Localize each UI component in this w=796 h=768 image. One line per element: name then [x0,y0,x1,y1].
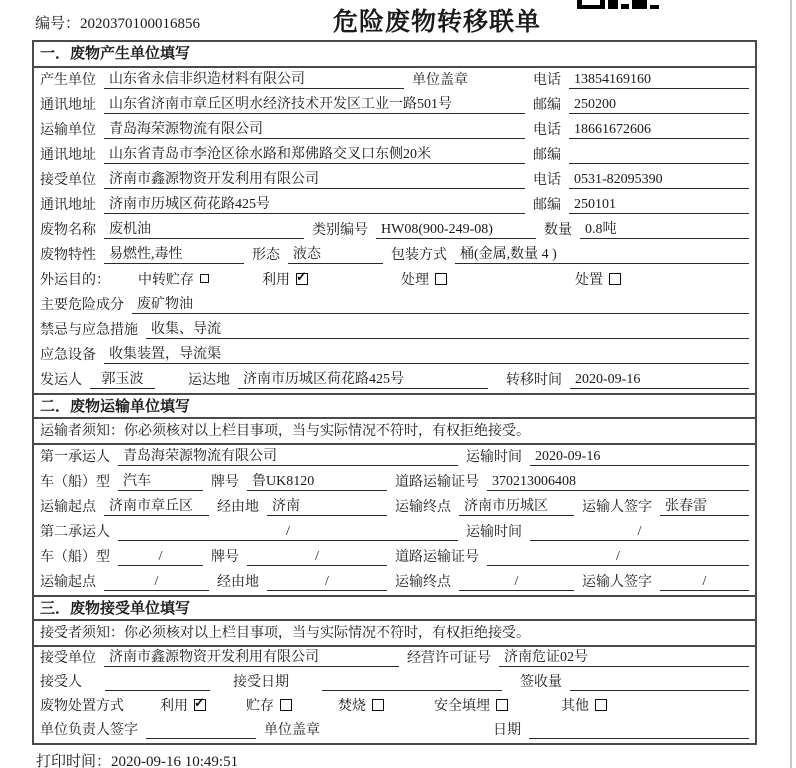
row-producer-address [34,93,755,118]
transporter-zip-label: 邮编 [533,148,561,163]
producer-address-value: 山东省济南市章丘区明水经济技术开发区工业一路501号 [104,93,525,114]
first-route-via-value: 济南 [267,495,387,516]
disposal-option-label: 焚烧 [338,699,366,714]
qr-block [650,5,659,9]
purpose-checkbox-transfer-storage[interactable] [200,274,209,283]
waste-category-value: HW08(900-249-08) [376,222,536,239]
second-carrier-sign-label: 运输人签字 [582,575,652,590]
waste-name-value: 废机油 [104,218,304,239]
receiver-zip-label: 邮编 [533,198,561,213]
disposal-checkbox-storage[interactable] [280,699,292,711]
transporter-phone-value: 18661672606 [569,122,749,139]
transport-purpose-label: 外运目的： [40,273,110,288]
row-first-route [34,495,755,520]
row-transporter [34,118,755,143]
first-route-end-label: 运输终点 [395,500,451,515]
waste-name-label: 废物名称 [40,223,96,238]
signed-quantity-value [570,674,749,691]
waste-quantity-label: 数量 [544,223,572,238]
transporter-phone-label: 电话 [533,123,561,138]
second-transport-time-label: 运输时间 [466,525,522,540]
producer-label: 产生单位 [40,73,96,88]
purpose-option-label: 处置 [575,273,603,288]
waste-properties-label: 废物特性 [40,248,96,263]
first-plate-value: 鲁UK8120 [247,470,387,491]
doc-number [35,12,200,33]
section2-header: 二．废物运输单位填写 [34,393,755,419]
transporter-address-value: 山东省青岛市李沧区徐水路和郑佛路交叉口东侧20米 [104,143,525,164]
receiving-unit-label: 接受单位 [40,651,96,666]
row-producer [34,68,755,93]
receiver-phone-label: 电话 [533,173,561,188]
hazard-components-value: 废矿物油 [132,293,749,314]
second-plate-label: 牌号 [211,550,239,565]
producer-stamp-label: 单位盖章 [412,73,468,88]
responsible-sign-value [146,722,256,739]
producer-value: 山东省永信非织造材料有限公司 [104,68,404,89]
transporter-notice: 运输者须知：你必须核对以上栏目事项，当与实际情况不符时，有权拒绝接受。 [34,419,755,445]
purpose-option-dispose [575,269,621,289]
row-second-carrier [34,520,755,545]
row-receiving-unit [34,647,755,671]
accept-date-label: 接受日期 [233,675,289,690]
row-second-vehicle [34,545,755,570]
page-edge-line [790,0,792,768]
accept-date-value [322,674,502,691]
disposal-checkbox-landfill[interactable] [496,699,508,711]
disposal-checkbox-incinerate[interactable] [372,699,384,711]
transporter-value: 青岛海荣源物流有限公司 [104,118,525,139]
qr-block [632,0,647,9]
producer-phone-label: 电话 [533,73,561,88]
disposal-option-label: 利用 [160,699,188,714]
purpose-option-utilize [262,269,308,289]
packaging-value: 桶(金属,数量 4 ) [455,243,749,264]
license-value: 济南危证02号 [499,646,749,667]
second-vehicle-type-label: 车（船）型 [40,550,110,565]
section3-header: 三．废物接受单位填写 [34,595,755,621]
print-time-label: 打印时间： [36,754,112,768]
first-carrier-sign-value: 张春雷 [660,495,749,516]
signoff-date-label: 日期 [493,723,521,738]
purpose-checkbox-treat[interactable] [435,273,447,285]
row-disposal-method [34,695,755,719]
transporter-address-label: 通讯地址 [40,148,96,163]
second-route-end-label: 运输终点 [395,575,451,590]
second-route-via-value: / [267,574,387,591]
disposal-checkbox-utilize[interactable] [194,699,206,711]
receiver-value: 济南市鑫源物资开发利用有限公司 [104,168,525,189]
waste-category-label: 类别编号 [312,223,368,238]
waste-quantity-value: 0.8吨 [580,218,749,239]
producer-zip-value: 250200 [569,97,749,114]
first-transport-time-label: 运输时间 [466,450,522,465]
receiver-notice: 接受者须知：你必须核对以上栏目事项，当与实际情况不符时，有权拒绝接受。 [34,621,755,647]
transfer-time-label: 转移时间 [506,373,562,388]
page-title: 危险废物转移联单 [332,9,542,36]
second-route-start-label: 运输起点 [40,575,96,590]
second-carrier-label: 第二承运人 [40,525,110,540]
producer-address-label: 通讯地址 [40,98,96,113]
emergency-equipment-label: 应急设备 [40,348,96,363]
purpose-checkbox-utilize[interactable] [296,273,308,285]
precautions-label: 禁忌与应急措施 [40,323,138,338]
row-hazard-components [34,293,755,318]
disposal-method-label: 废物处置方式 [40,699,124,714]
first-route-via-label: 经由地 [217,500,259,515]
disposal-option-label: 贮存 [246,699,274,714]
first-carrier-value: 青岛海荣源物流有限公司 [118,445,458,466]
print-time [36,750,238,768]
packaging-label: 包装方式 [391,248,447,263]
transfer-time-value: 2020-09-16 [570,372,749,389]
transporter-label: 运输单位 [40,123,96,138]
print-time-value: 2020-09-16 10:49:51 [111,754,239,768]
qr-block [608,0,618,9]
second-transport-time-value: / [530,524,749,541]
disposal-option-label: 其他 [561,699,589,714]
row-receiver [34,168,755,193]
first-road-permit-value: 370213006408 [487,474,749,491]
second-carrier-value: / [118,524,458,541]
disposal-option-label: 安全填埋 [434,699,490,714]
precautions-value: 收集、导流 [146,318,749,339]
first-route-start-label: 运输起点 [40,500,96,515]
producer-phone-value: 13854169160 [569,72,749,89]
purpose-option-label: 中转贮存 [138,273,194,288]
purpose-option-treat [401,269,447,289]
receiver-address-label: 通讯地址 [40,198,96,213]
purpose-checkbox-dispose[interactable] [609,273,621,285]
doc-number-label: 编号： [35,16,81,32]
receiver-zip-value: 250101 [569,197,749,214]
waste-form-label: 形态 [252,248,280,263]
row-emergency-equipment [34,343,755,368]
hazard-components-label: 主要危险成分 [40,298,124,313]
second-road-permit-value: / [487,549,749,566]
signed-quantity-label: 签收量 [520,675,562,690]
row-waste-name [34,218,755,243]
manifest-form-table [32,40,757,745]
first-transport-time-value: 2020-09-16 [530,449,749,466]
shipper-value: 郭玉波 [90,368,155,389]
row-acceptor [34,671,755,695]
second-road-permit-label: 道路运输证号 [395,550,479,565]
second-vehicle-type-value: / [118,549,203,566]
row-first-carrier [34,445,755,470]
first-road-permit-label: 道路运输证号 [395,475,479,490]
disposal-option-storage [246,695,292,715]
second-route-end-value: / [459,574,574,591]
qr-block [621,4,629,9]
shipper-label: 发运人 [40,373,82,388]
waste-form-value: 液态 [288,243,383,264]
responsible-sign-label: 单位负责人签字 [40,723,138,738]
signoff-date-value [529,722,749,739]
row-waste-properties [34,243,755,268]
row-transporter-address [34,143,755,168]
first-vehicle-type-label: 车（船）型 [40,475,110,490]
transporter-zip-value [569,147,749,164]
first-route-end-value: 济南市历城区 [459,495,574,516]
section1-header: 一．废物产生单位填写 [34,42,755,68]
row-shipper [34,368,755,393]
destination-label: 运达地 [188,373,230,388]
purpose-option-label: 处理 [401,273,429,288]
first-plate-label: 牌号 [211,475,239,490]
license-label: 经营许可证号 [407,651,491,666]
disposal-option-utilize [160,695,206,715]
row-second-route [34,570,755,595]
qr-code-fragment [577,0,659,9]
emergency-equipment-value: 收集装置，导流渠 [104,343,749,364]
doc-number-value: 2020370100016856 [80,16,201,32]
second-route-start-value: / [104,574,209,591]
unit-stamp-label: 单位盖章 [264,723,320,738]
purpose-option-transfer-storage [138,269,209,289]
waste-properties-value: 易燃性,毒性 [104,243,244,264]
row-receiver-address [34,193,755,218]
acceptor-value [105,674,210,691]
row-precautions [34,318,755,343]
second-plate-value: / [247,549,387,566]
disposal-option-other [561,695,607,715]
row-signoff [34,719,755,743]
first-route-start-value: 济南市章丘区 [104,495,209,516]
disposal-option-landfill [434,695,508,715]
qr-block [577,0,605,9]
producer-zip-label: 邮编 [533,98,561,113]
receiver-label: 接受单位 [40,173,96,188]
first-carrier-sign-label: 运输人签字 [582,500,652,515]
receiver-phone-value: 0531-82095390 [569,172,749,189]
receiving-unit-value: 济南市鑫源物资开发利用有限公司 [104,646,399,667]
second-route-via-label: 经由地 [217,575,259,590]
first-carrier-label: 第一承运人 [40,450,110,465]
disposal-option-incinerate [338,695,384,715]
acceptor-label: 接受人 [40,675,82,690]
first-vehicle-type-value: 汽车 [118,470,203,491]
row-transport-purpose [34,268,755,293]
receiver-address-value: 济南市历城区荷花路425号 [104,193,525,214]
disposal-checkbox-other[interactable] [595,699,607,711]
second-carrier-sign-value: / [660,574,749,591]
row-first-vehicle [34,470,755,495]
destination-value: 济南市历城区荷花路425号 [238,368,488,389]
purpose-option-label: 利用 [262,273,290,288]
